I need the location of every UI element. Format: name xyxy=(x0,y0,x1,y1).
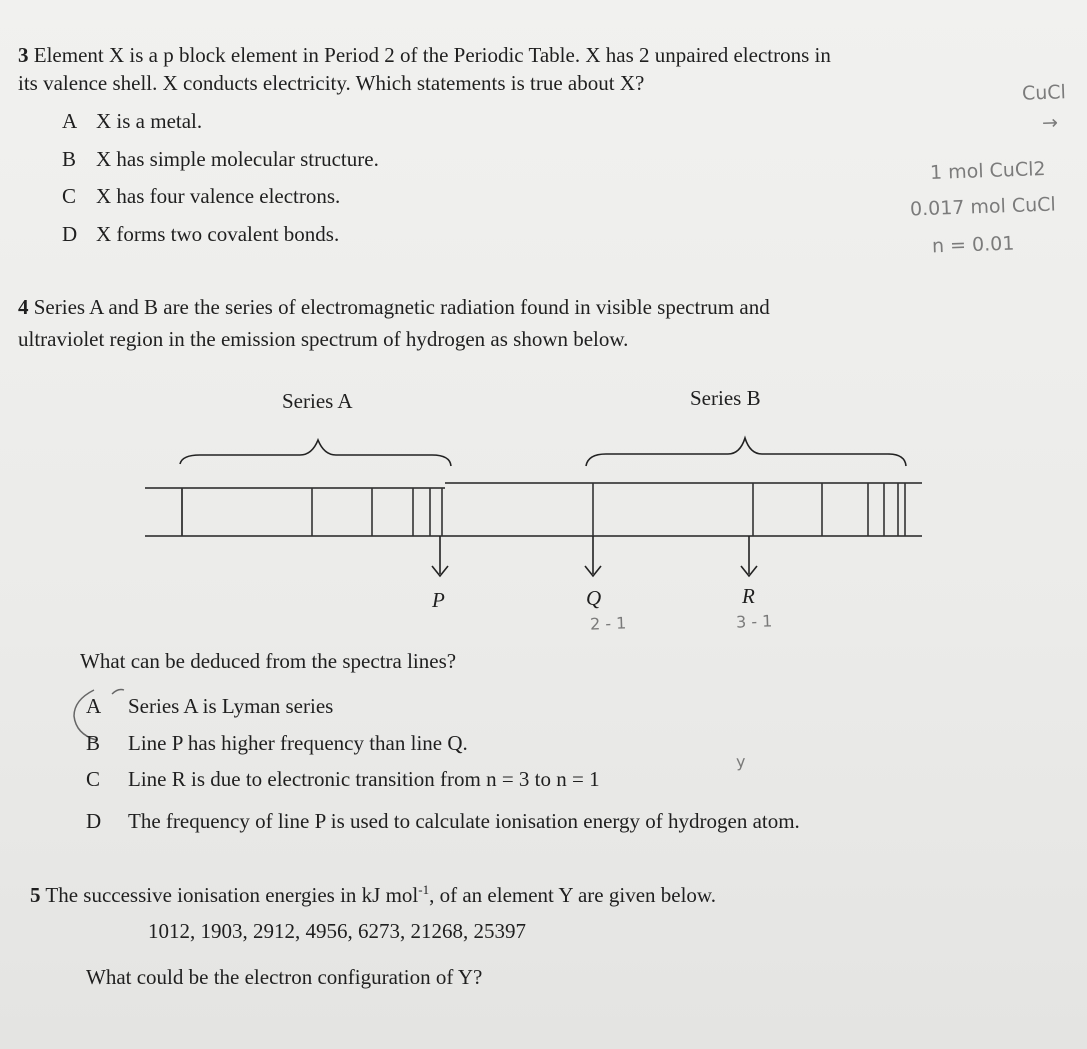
option-letter: C xyxy=(86,767,101,791)
option-text: Line P has higher frequency than line Q. xyxy=(128,731,468,755)
option-letter: D xyxy=(62,222,78,246)
q3-number: 3 xyxy=(18,43,29,67)
q4-option-a xyxy=(86,693,333,719)
series-b-label: Series B xyxy=(690,386,761,410)
q4-stem-text-2: ultraviolet region in the emission spectrum of hydrogen as shown below. xyxy=(18,327,629,351)
option-letter: A xyxy=(86,694,102,718)
q5-values: 1012, 1903, 2912, 4956, 6273, 21268, 25397 xyxy=(148,919,526,943)
series-a-label: Series A xyxy=(282,389,353,413)
line-p-label: P xyxy=(432,588,445,612)
q4-option-d xyxy=(86,808,800,834)
handwritten-note: 2 - 1 xyxy=(589,613,627,634)
option-text: The frequency of line P is used to calculate ionisation energy of hydrogen atom. xyxy=(128,809,800,833)
q5-stem-sup: -1 xyxy=(418,882,430,897)
q5-stem-after: , of an element Y are given below. xyxy=(429,883,716,907)
option-letter: D xyxy=(86,809,102,833)
option-letter: B xyxy=(62,147,77,171)
q4-stem-text-1: Series A and B are the series of electromagnetic radiation found in visible spectrum and xyxy=(33,295,770,319)
series-b-brace xyxy=(586,438,906,466)
option-text: Line R is due to electronic transition from n = 3 to n = 1 xyxy=(128,767,600,791)
q5-stem xyxy=(30,882,716,908)
series-a-brace xyxy=(180,440,451,466)
q4-number: 4 xyxy=(18,295,29,319)
q4-option-b xyxy=(86,730,468,756)
option-text: X has simple molecular structure. xyxy=(96,147,379,171)
handwritten-note: → xyxy=(1041,111,1059,135)
q4-question: What can be deduced from the spectra lines? xyxy=(80,649,457,673)
option-text: Series A is Lyman series xyxy=(128,694,334,718)
q5-number: 5 xyxy=(30,883,41,907)
option-text: X has four valence electrons. xyxy=(96,184,341,208)
handwritten-note: y xyxy=(735,751,746,772)
line-q-label: Q xyxy=(586,586,602,610)
handwritten-note: n = 0.01 xyxy=(931,232,1015,258)
q5-stem-before: The successive ionisation energies in kJ mol xyxy=(45,883,419,907)
q3-stem-text-1: Element X is a p block element in Period 2 of the Periodic Table. X has 2 unpaired electrons in xyxy=(33,43,831,67)
handwritten-note: 0.017 mol CuCl xyxy=(909,193,1057,221)
q3-stem-text-2: its valence shell. X conducts electricity. Which statements is true about X? xyxy=(18,71,645,95)
option-text: X is a metal. xyxy=(96,109,203,133)
handwritten-note: 1 mol CuCl2 xyxy=(929,157,1046,185)
handwritten-note: 3 - 1 xyxy=(735,611,773,632)
option-letter: C xyxy=(62,184,77,208)
q4-option-c xyxy=(86,766,600,792)
line-r-label: R xyxy=(742,584,755,608)
option-letter: A xyxy=(62,109,78,133)
handwritten-note: CuCl xyxy=(1021,81,1067,105)
option-text: X forms two covalent bonds. xyxy=(96,222,340,246)
q5-question: What could be the electron configuration of Y? xyxy=(86,965,483,989)
option-letter: B xyxy=(86,731,101,755)
